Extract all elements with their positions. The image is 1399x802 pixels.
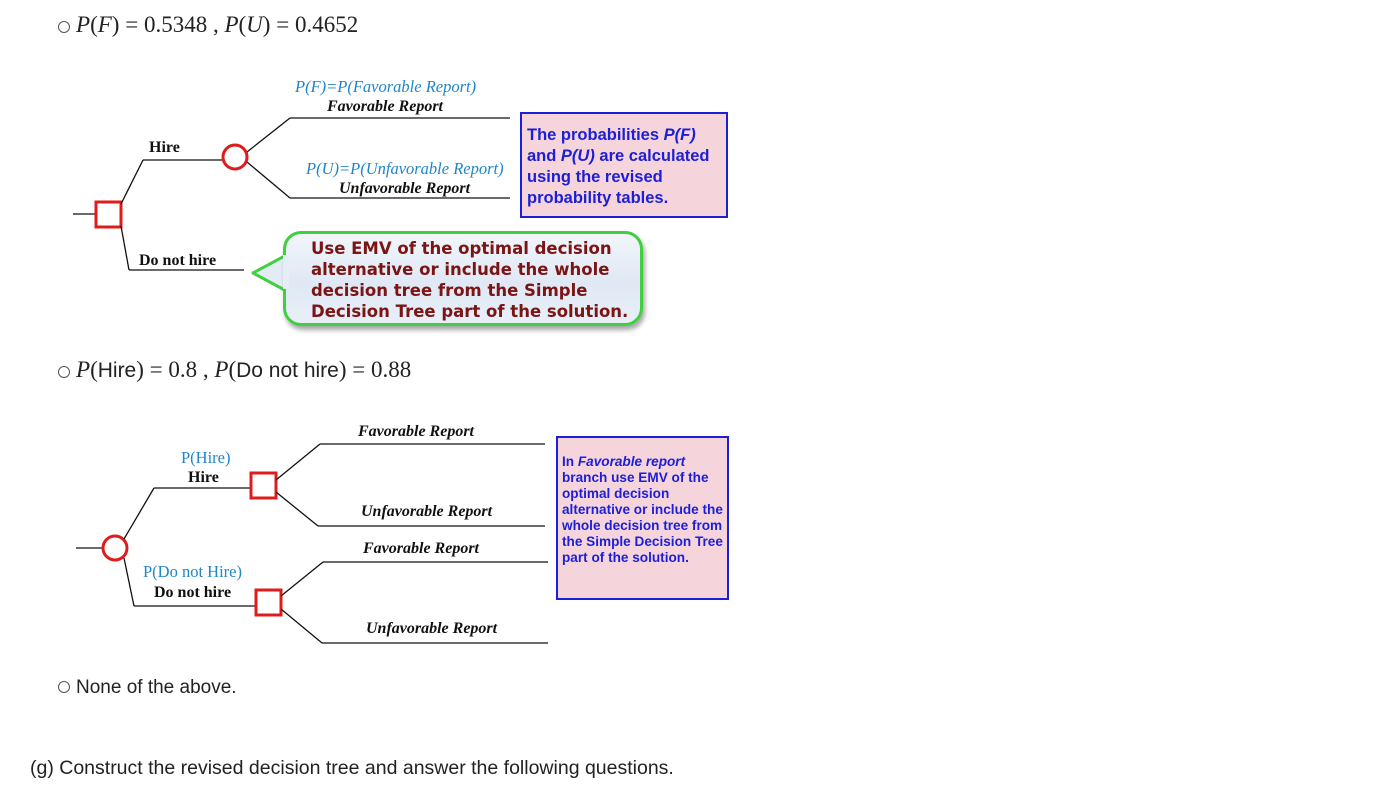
do-not-hire-label: Do not hire xyxy=(154,584,232,601)
unfavorable-label-1: Unfavorable Report xyxy=(361,503,493,520)
part-g-question: (g) Construct the revised decision tree and answer the following questions. xyxy=(30,757,674,779)
favorable-label-1: Favorable Report xyxy=(358,423,474,440)
chance-node xyxy=(223,145,247,169)
top-branch-label: Favorable Report xyxy=(327,98,443,115)
p-do-not-hire-label: P(Do not Hire) xyxy=(143,562,242,581)
root-chance-node xyxy=(103,536,127,560)
hire-decision-node xyxy=(251,473,276,498)
favorable-report-note: In Favorable report branch use EMV of the optimal decision alternative or include the whole decision tree from the Simple Decision Tree part of the solution. xyxy=(556,436,729,600)
option-2-radio[interactable] xyxy=(58,366,70,378)
option-2-formula: P(Hire) = 0.8 , P(Do not hire) = 0.88 xyxy=(76,357,412,382)
option-3-label: None of the above. xyxy=(76,677,237,698)
bottom-formula: P(U)=P(Unfavorable Report) xyxy=(306,159,504,178)
hire-label: Hire xyxy=(149,139,180,156)
hire-label: Hire xyxy=(188,469,219,486)
top-formula: P(F)=P(Favorable Report) xyxy=(295,77,477,96)
option-1-formula: P(F) = 0.5348 , P(U) = 0.4652 xyxy=(76,12,359,37)
emv-bubble: Use EMV of the optimal decision alternative or include the whole decision tree from the Simple Decision Tree part of the solution. xyxy=(283,231,643,326)
decision-node xyxy=(96,202,121,227)
do-not-hire-decision-node xyxy=(256,590,281,615)
do-not-hire-label: Do not hire xyxy=(139,252,217,269)
favorable-label-2: Favorable Report xyxy=(363,540,479,557)
unfavorable-label-2: Unfavorable Report xyxy=(366,620,498,637)
probability-note: The probabilities P(F) and P(U) are calculated using the revised probability tables. xyxy=(520,112,728,218)
bottom-branch-label: Unfavorable Report xyxy=(339,180,471,197)
p-hire-label: P(Hire) xyxy=(181,448,231,467)
option-3-radio[interactable] xyxy=(58,681,70,693)
